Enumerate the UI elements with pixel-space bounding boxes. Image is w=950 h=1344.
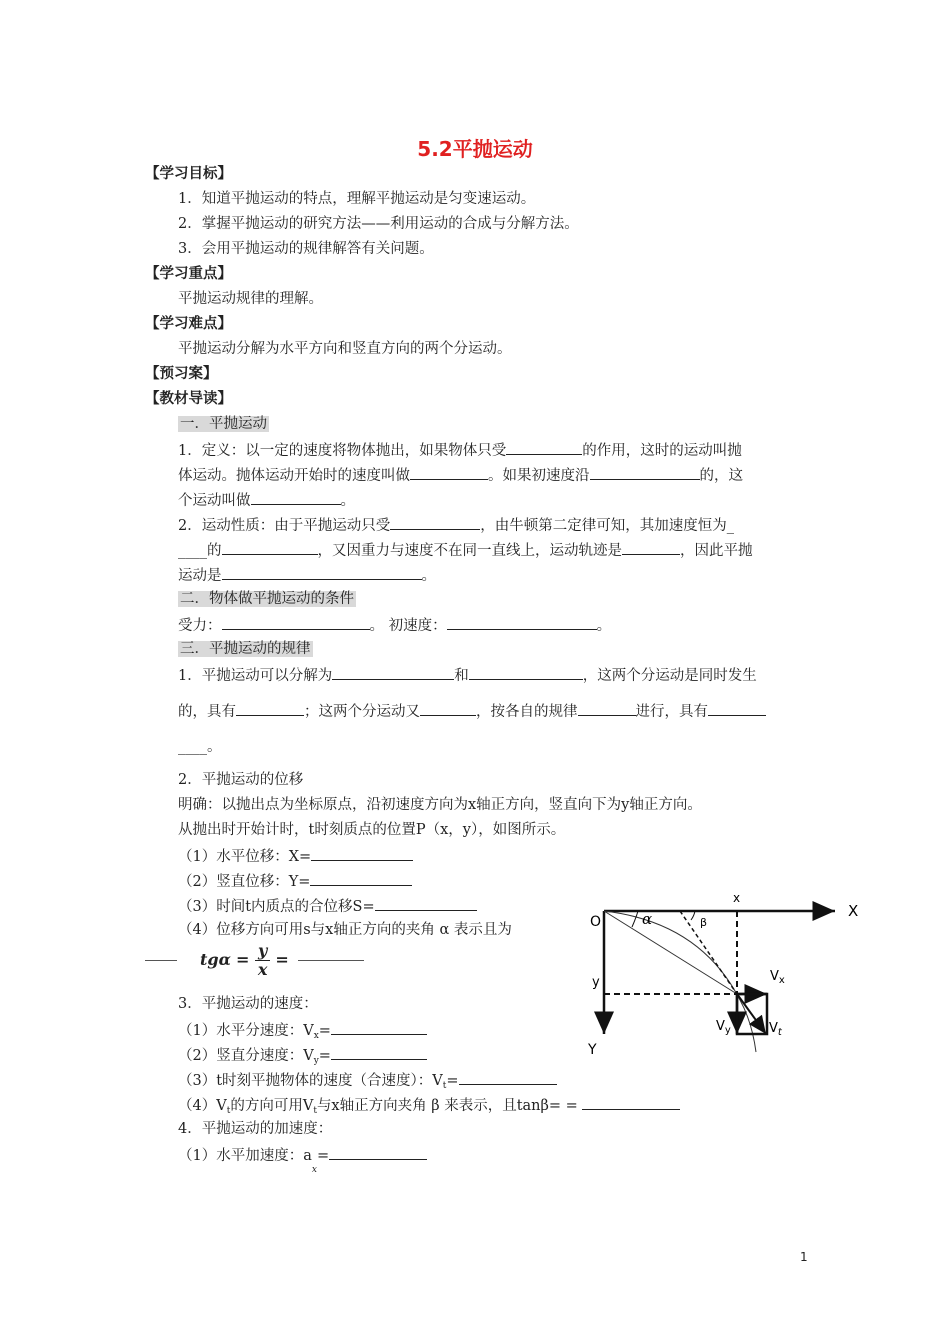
answer-blank[interactable] — [506, 439, 582, 455]
velocity-item: （1）水平分速度：$V_x=$ — [178, 1019, 427, 1046]
displacement-item: （2）竖直位移：Y= — [178, 870, 412, 892]
answer-blank[interactable] — [469, 664, 583, 680]
part2-heading: 二．物体做平抛运动的条件 — [180, 591, 354, 607]
velocity-title: 3．平抛运动的速度： — [178, 996, 318, 1012]
answer-blank[interactable] — [251, 489, 341, 505]
displacement-text: 从抛出时开始计时，t时刻质点的位置P（x，y），如图所示。 — [178, 822, 566, 838]
velocity-direction — [680, 911, 737, 994]
page-title: 5.2平抛运动 — [417, 137, 533, 161]
section-objectives: 【学习目标】 — [145, 166, 232, 182]
section-difficulty: 【学习难点】 — [145, 316, 232, 332]
answer-blank[interactable] — [708, 700, 766, 716]
part3-heading: 三．平抛运动的规律 — [180, 641, 311, 657]
page-number: 1 — [800, 1250, 808, 1264]
part1-line: 运动是 。 — [178, 564, 436, 586]
answer-blank[interactable] — [331, 1019, 427, 1035]
beta-label: β — [700, 916, 708, 929]
acceleration-item: （1）水平加速度：$a_x=$ — [178, 1144, 427, 1180]
objective-item: 2．掌握平抛运动的研究方法——利用运动的合成与分解方法。 — [178, 216, 579, 232]
displacement-title: 2．平抛运动的位移 — [178, 772, 304, 788]
vt-label: $V_t$ — [769, 1021, 782, 1038]
answer-blank[interactable] — [329, 1144, 427, 1160]
difficulty-text: 平抛运动分解为水平方向和竖直方向的两个分运动。 — [178, 341, 512, 357]
objective-item: 1．知道平抛运动的特点，理解平抛运动是匀变速运动。 — [178, 191, 536, 207]
answer-blank[interactable] — [311, 845, 413, 861]
velocity-item: （2）竖直分速度：$V_y=$ — [178, 1044, 427, 1071]
x-mark-label: x — [733, 891, 741, 905]
part3-line: ____。 — [178, 739, 222, 755]
trajectory-curve — [604, 911, 756, 1052]
vx-label: $V_x$ — [770, 969, 785, 986]
answer-blank[interactable] — [375, 895, 477, 911]
answer-blank[interactable] — [447, 614, 597, 630]
y-mark-label: y — [592, 975, 600, 990]
part3-line: 的，具有 ；这两个分运动又 ，按各自的规律 进行，具有 — [178, 700, 766, 722]
answer-blank[interactable] — [236, 700, 304, 716]
alpha-label: α — [642, 910, 653, 928]
answer-blank[interactable] — [420, 700, 476, 716]
velocity-item: （3）t时刻平抛物体的速度（合速度）：$V_t=$ — [178, 1069, 557, 1096]
displacement-item: （4）位移方向可用s与x轴正方向的夹角 α 表示且为 — [178, 922, 512, 938]
projectile-diagram — [580, 882, 870, 1062]
part1-line: 个运动叫做 。 — [178, 489, 355, 511]
answer-blank[interactable] — [332, 664, 454, 680]
section-preview: 【预习案】 — [145, 366, 218, 382]
formula-rule — [298, 960, 364, 961]
answer-blank[interactable] — [222, 539, 318, 555]
section-reading: 【教材导读】 — [145, 391, 232, 407]
part3-line: 1．平抛运动可以分解为 和 ，这两个分运动是同时发生 — [178, 664, 757, 686]
answer-blank[interactable] — [331, 1044, 427, 1060]
displacement-formula: tgα = $\frac{y}{x}$ = — [200, 941, 289, 979]
answer-blank[interactable] — [222, 564, 422, 580]
displacement-item: （1）水平位移：X= — [178, 845, 413, 867]
displacement-text: 明确：以抛出点为坐标原点，沿初速度方向为x轴正方向，竖直向下为y轴正方向。 — [178, 797, 702, 813]
part1-heading: 一．平抛运动 — [180, 416, 267, 432]
answer-blank[interactable] — [622, 539, 680, 555]
answer-blank[interactable] — [410, 464, 488, 480]
part2-line: 受力： 。 初速度： 。 — [178, 614, 611, 636]
part1-line: ____的 ，又因重力与速度不在同一直线上，运动轨迹是 ，因此平抛 — [178, 539, 753, 561]
answer-blank[interactable] — [590, 464, 700, 480]
part1-line: 1．定义：以一定的速度将物体抛出，如果物体只受 的作用，这时的运动叫抛 — [178, 439, 742, 461]
answer-blank[interactable] — [390, 514, 480, 530]
part1-line: 2．运动性质：由于平抛运动只受 ，由牛顿第二定律可知，其加速度恒为_ — [178, 514, 734, 536]
answer-blank[interactable] — [578, 700, 636, 716]
formula-rule — [145, 960, 177, 961]
acceleration-title: 4．平抛运动的加速度： — [178, 1121, 333, 1137]
answer-blank[interactable] — [222, 614, 370, 630]
answer-blank[interactable] — [459, 1069, 557, 1085]
part1-line: 体运动。抛体运动开始时的速度叫做 。如果初速度沿 的，这 — [178, 464, 743, 486]
vy-label: $V_y$ — [716, 1019, 731, 1036]
origin-label: O — [590, 914, 602, 930]
answer-blank[interactable] — [310, 870, 412, 886]
displacement-line — [604, 911, 737, 994]
answer-blank[interactable] — [582, 1094, 680, 1110]
alpha-arc — [632, 911, 638, 927]
x-axis-label: X — [848, 902, 859, 920]
objective-item: 3．会用平抛运动的规律解答有关问题。 — [178, 241, 434, 257]
displacement-item: （3）时间t内质点的合位移S= — [178, 895, 477, 917]
velocity-item: $(4)V_t$的方向可用$V_t$与x轴正方向夹角 β 来表示，且tanβ= = — [178, 1094, 680, 1121]
y-axis-label: Y — [588, 1042, 597, 1058]
beta-arc — [691, 911, 695, 920]
section-key: 【学习重点】 — [145, 266, 232, 282]
key-text: 平抛运动规律的理解。 — [178, 291, 323, 307]
